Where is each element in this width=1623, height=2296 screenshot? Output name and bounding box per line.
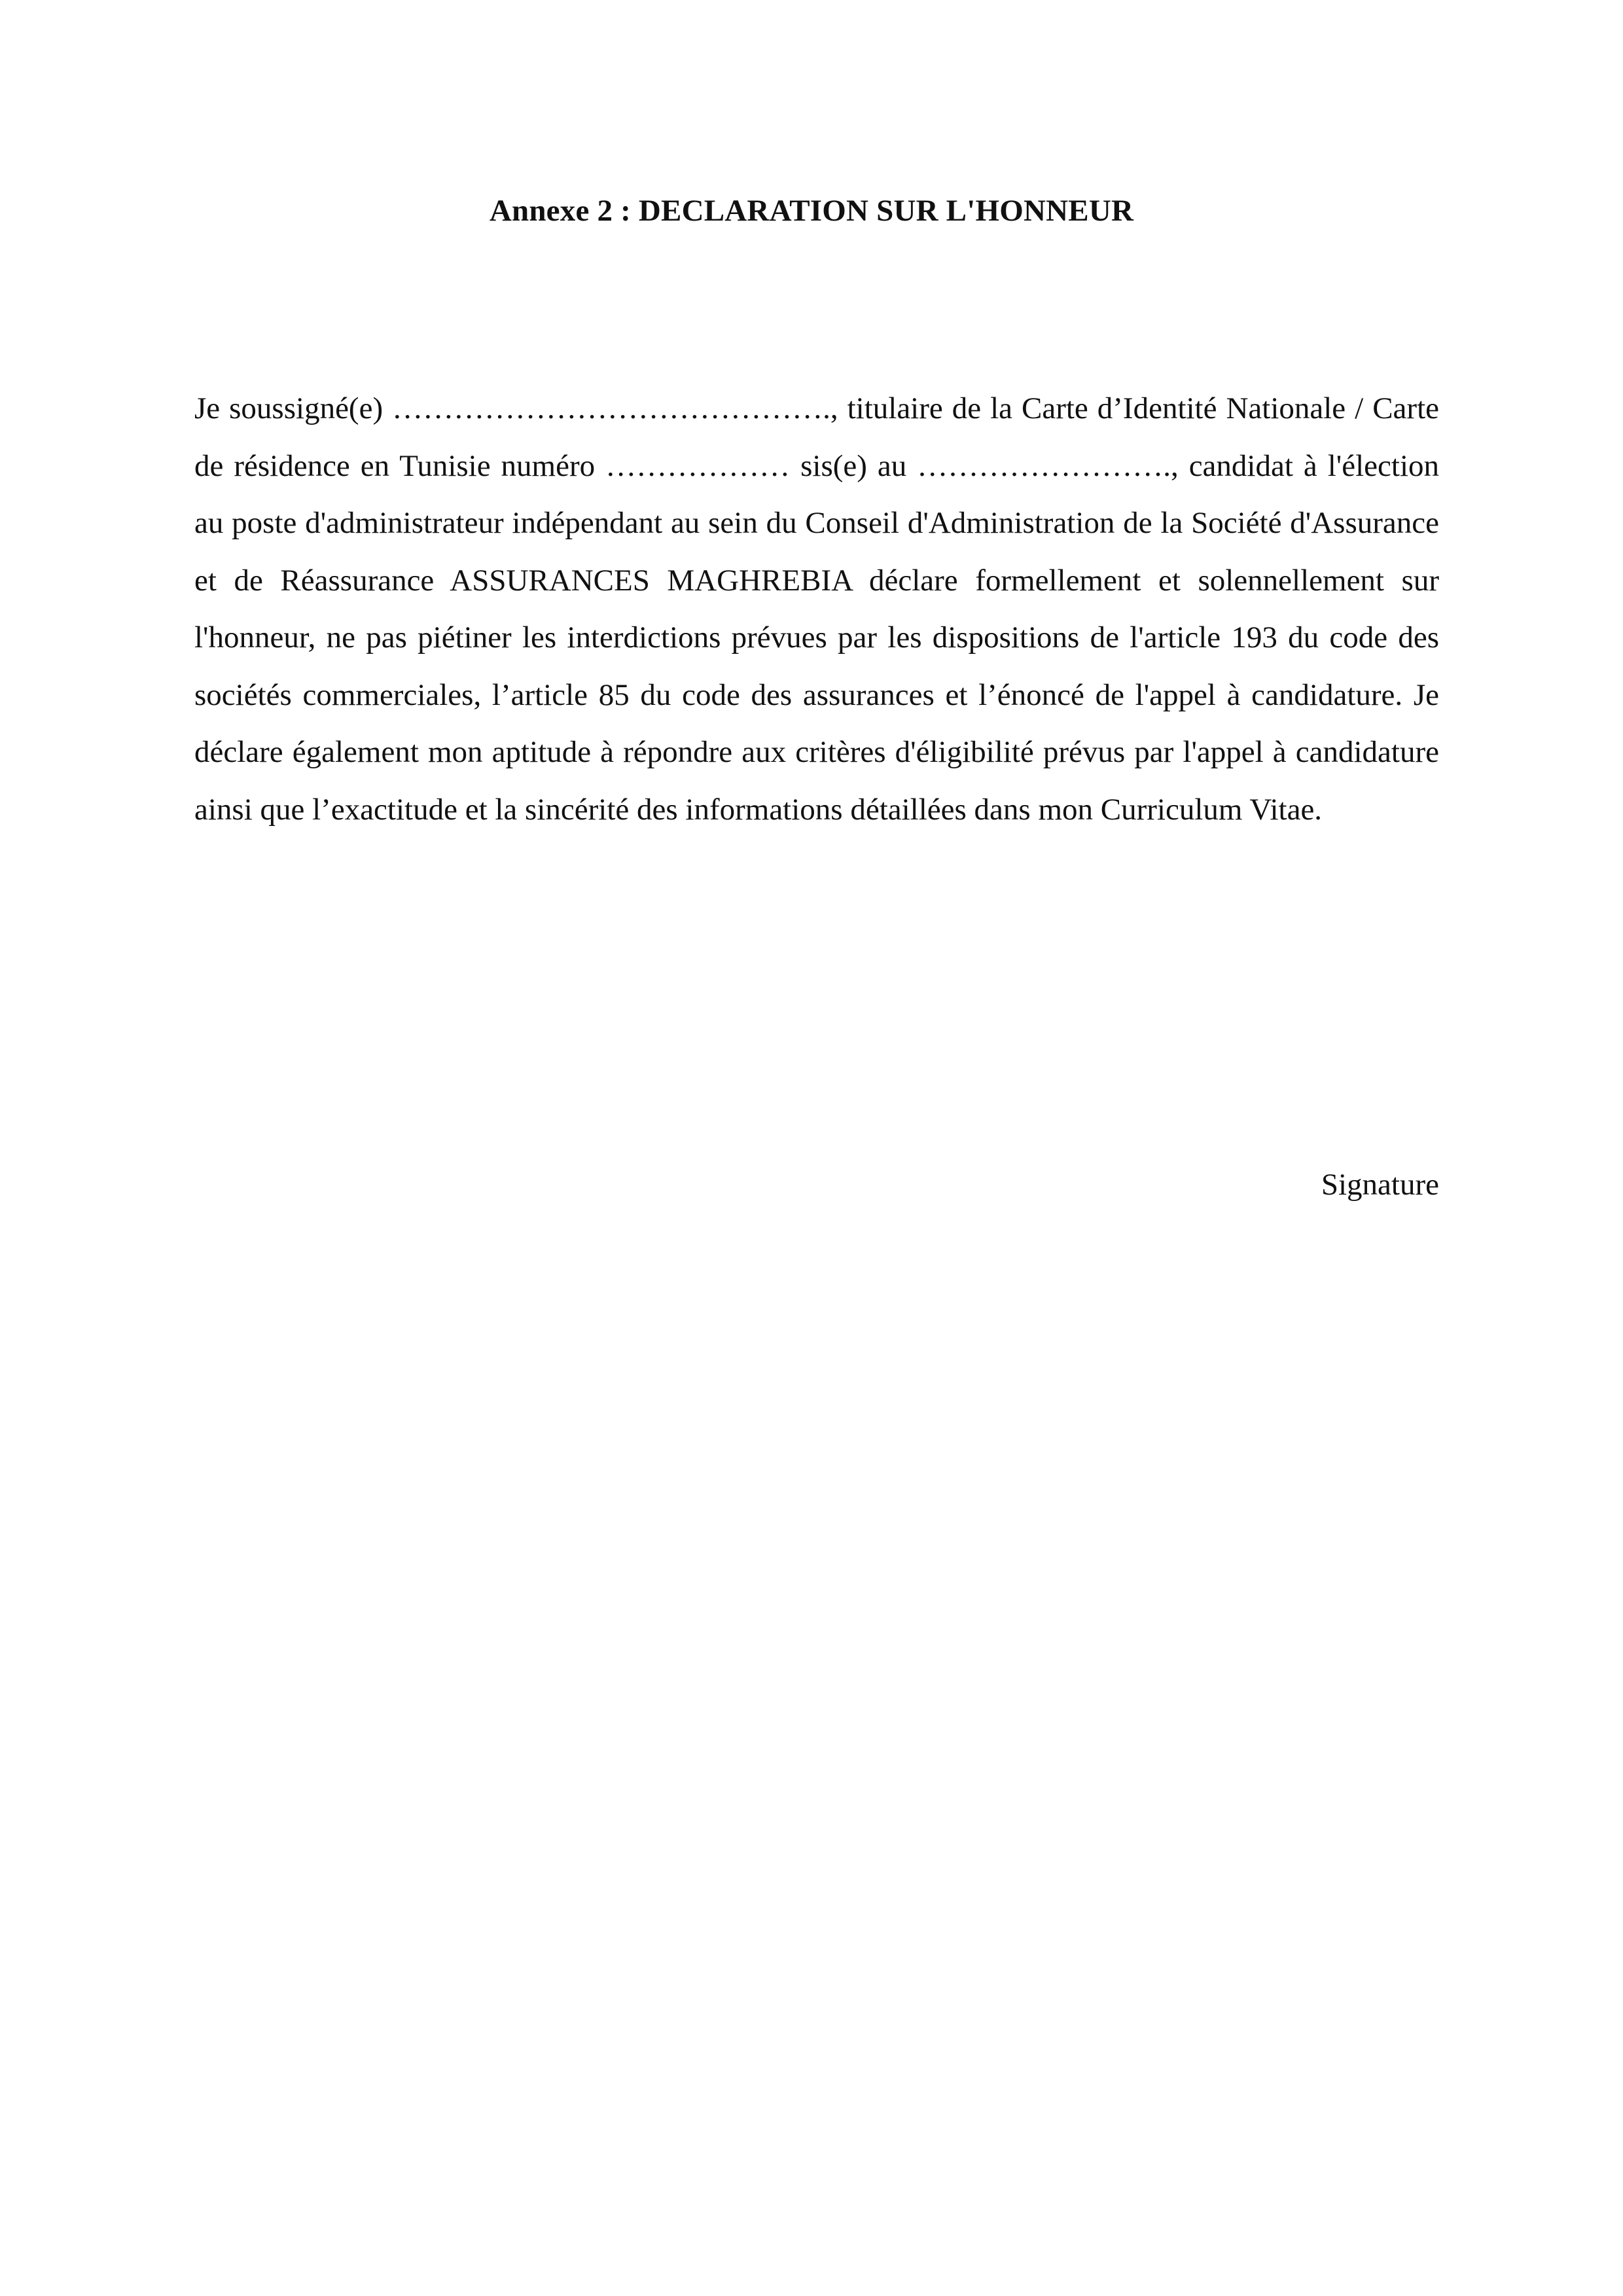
signature-label: Signature — [1321, 1168, 1439, 1202]
declaration-paragraph: Je soussigné(e) ……………………………………., titulaire de la Carte d’Identité Nationale / Carte de résidence en Tunisie numéro ……………… sis(e) au ……………………., candidat à l'élection au poste d'administrateur indépendant au sein du Conseil d'Administration de la Société d'Assurance et de Réassurance ASSURANCES MAGHREBIA déclare formellement et solennellement sur l'honneur, ne pas piétiner les interdictions prévues par les dispositions de l'article 193 du code des sociétés commerciales, l’article 85 du code des assurances et l’énoncé de l'appel à candidature. Je déclare également mon aptitude à répondre aux critères d'éligibilité prévus par l'appel à candidature ainsi que l’exactitude et la sincérité des informations détaillées dans mon Curriculum Vitae. — [194, 391, 1439, 827]
document-title: Annexe 2 : DECLARATION SUR L'HONNEUR — [489, 194, 1134, 228]
